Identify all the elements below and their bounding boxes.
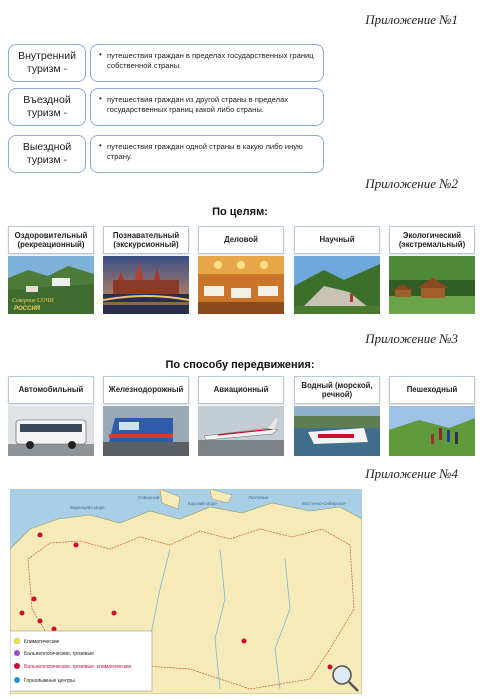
map-sea-label: Баренцево море — [70, 505, 105, 510]
legend-swatch — [14, 677, 20, 683]
card-label: Пешеходный — [389, 376, 475, 404]
goal-card-science — [294, 226, 380, 314]
resorts-map — [10, 489, 362, 694]
appendix-3-heading: Приложение №3 — [365, 331, 458, 346]
plane-photo — [198, 406, 284, 464]
tourism-label: Въездной туризм - — [8, 88, 86, 126]
cabins-photo — [389, 256, 475, 314]
transport-card-car — [8, 376, 94, 464]
legend-label: Бальнеологические, грязевые — [24, 651, 94, 657]
card-label: Авиационный — [198, 376, 284, 404]
legend-swatch — [14, 638, 20, 644]
transport-card-walking — [389, 376, 475, 464]
card-label: Экологический (экстремальный) — [389, 226, 475, 254]
legend-swatch — [14, 650, 20, 656]
mountain-photo — [294, 256, 380, 314]
map-sea-label: Карский море — [188, 501, 217, 506]
appendix-4-heading: Приложение №4 — [365, 466, 458, 481]
resort-marker — [38, 533, 43, 538]
legend-label: Климатические — [24, 639, 60, 645]
conference-photo — [198, 256, 284, 314]
goal-card-excursion — [103, 226, 189, 314]
tourism-description: • путешествия граждан из другой страны в пределах государственных границ какой либо страны. — [90, 88, 324, 126]
card-label: Познавательный (экскурсионный) — [103, 226, 189, 254]
appendix-2-heading: Приложение №2 — [365, 176, 458, 191]
goal-card-ecology — [389, 226, 475, 314]
resort-marker — [38, 619, 43, 624]
resort-photo — [8, 256, 94, 314]
resort-marker — [74, 543, 79, 548]
card-label: Деловой — [198, 226, 284, 254]
tourism-row-inbound — [8, 88, 324, 126]
goal-card-health — [8, 226, 94, 314]
tourism-row-domestic — [8, 44, 324, 82]
legend-swatch — [14, 663, 20, 669]
map-sea-label: Лаптевых — [248, 495, 269, 500]
legend-label: Бальнеологические, грязевые, климатические — [24, 664, 132, 670]
tourism-row-outbound — [8, 135, 324, 173]
transport-title: По способу передвижения: — [165, 359, 315, 371]
ship-photo — [294, 406, 380, 464]
transport-card-water — [294, 376, 380, 464]
card-label: Автомобильный — [8, 376, 94, 404]
resort-marker — [112, 611, 117, 616]
bus-photo — [8, 406, 94, 464]
card-label: Научный — [294, 226, 380, 254]
resort-marker — [242, 639, 247, 644]
legend-label: Горнолыжные центры — [24, 678, 75, 684]
card-label: Железнодорожный — [103, 376, 189, 404]
map-sea-label: Северный — [138, 495, 160, 500]
hikers-photo — [389, 406, 475, 464]
resort-marker — [328, 665, 333, 670]
photo-caption: Северное СОЧИ — [12, 298, 54, 304]
tourism-label: Выездной туризм - — [8, 135, 86, 173]
card-label: Оздоровительный (рекреационный) — [8, 226, 94, 254]
photo-caption: РОССИЯ — [14, 306, 41, 312]
goal-card-business — [198, 226, 284, 314]
goals-title: По целям: — [212, 206, 268, 218]
transport-card-air — [198, 376, 284, 464]
map-sea-label: Восточно-Сибирское — [302, 501, 346, 506]
kremlin-photo — [103, 256, 189, 314]
train-photo — [103, 406, 189, 464]
resort-marker — [32, 597, 37, 602]
resort-marker — [20, 611, 25, 616]
transport-card-rail — [103, 376, 189, 464]
card-label: Водный (морской, речной) — [294, 376, 380, 404]
tourism-label: Внутренний туризм - — [8, 44, 86, 82]
tourism-description: • путешествия граждан одной страны в какую либо иную страну. — [90, 135, 324, 173]
tourism-description: • путешествия граждан в пределах государственных границ собственной страны. — [90, 44, 324, 82]
appendix-1-heading: Приложение №1 — [365, 12, 458, 27]
